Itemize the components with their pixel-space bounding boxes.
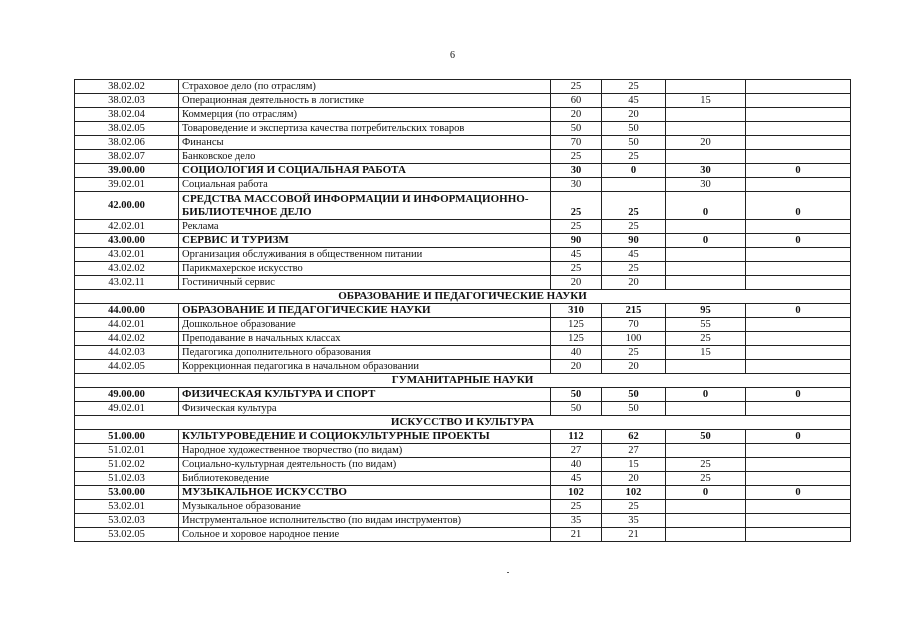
paid-cell xyxy=(666,276,746,290)
total-cell: 30 xyxy=(551,178,602,192)
specialty-code-cell: 49.00.00 xyxy=(75,388,179,402)
specialty-code-cell: 43.02.02 xyxy=(75,262,179,276)
specialty-name-cell: Библиотековедение xyxy=(179,472,551,486)
paid-cell: 30 xyxy=(666,178,746,192)
extra-cell xyxy=(746,150,851,164)
table-body xyxy=(75,80,851,542)
specialty-code-cell: 51.00.00 xyxy=(75,430,179,444)
section-title: ОБРАЗОВАНИЕ И ПЕДАГОГИЧЕСКИЕ НАУКИ xyxy=(75,290,851,304)
table-row xyxy=(75,444,851,458)
table-row xyxy=(75,458,851,472)
budget-cell: 50 xyxy=(602,122,666,136)
paid-cell xyxy=(666,220,746,234)
table-row xyxy=(75,360,851,374)
extra-cell: 0 xyxy=(746,388,851,402)
specialty-code-cell: 51.02.03 xyxy=(75,472,179,486)
extra-cell xyxy=(746,108,851,122)
section-header-row xyxy=(75,416,851,430)
table-row xyxy=(75,178,851,192)
budget-cell: 21 xyxy=(602,528,666,542)
paid-cell xyxy=(666,262,746,276)
budget-cell: 25 xyxy=(602,80,666,94)
table-row xyxy=(75,528,851,542)
table-row xyxy=(75,262,851,276)
paid-cell xyxy=(666,444,746,458)
paid-cell: 25 xyxy=(666,332,746,346)
table-row xyxy=(75,472,851,486)
table-row xyxy=(75,94,851,108)
total-cell: 90 xyxy=(551,234,602,248)
specialty-name-cell: Социальная работа xyxy=(179,178,551,192)
budget-cell: 20 xyxy=(602,276,666,290)
total-cell: 25 xyxy=(551,500,602,514)
table-row xyxy=(75,248,851,262)
total-cell: 25 xyxy=(551,192,602,220)
budget-cell: 25 xyxy=(602,150,666,164)
extra-cell xyxy=(746,402,851,416)
section-title: ГУМАНИТАРНЫЕ НАУКИ xyxy=(75,374,851,388)
specialty-name-cell: Финансы xyxy=(179,136,551,150)
specialty-code-cell: 53.00.00 xyxy=(75,486,179,500)
table-row xyxy=(75,108,851,122)
extra-cell xyxy=(746,514,851,528)
specialty-name-cell: Реклама xyxy=(179,220,551,234)
specialty-name-cell: Дошкольное образование xyxy=(179,318,551,332)
paid-cell: 0 xyxy=(666,234,746,248)
extra-cell xyxy=(746,220,851,234)
paid-cell xyxy=(666,514,746,528)
specialty-code-cell: 53.02.03 xyxy=(75,514,179,528)
total-cell: 60 xyxy=(551,94,602,108)
specialty-name-cell: Парикмахерское искусство xyxy=(179,262,551,276)
table-row xyxy=(75,276,851,290)
specialty-code-cell: 38.02.03 xyxy=(75,94,179,108)
specialty-name-cell: Организация обслуживания в общественном питании xyxy=(179,248,551,262)
total-cell: 310 xyxy=(551,304,602,318)
paid-cell: 15 xyxy=(666,346,746,360)
total-cell: 50 xyxy=(551,388,602,402)
budget-cell: 215 xyxy=(602,304,666,318)
specialty-code-cell: 38.02.02 xyxy=(75,80,179,94)
specialty-name-cell: Педагогика дополнительного образования xyxy=(179,346,551,360)
total-cell: 25 xyxy=(551,80,602,94)
total-cell: 50 xyxy=(551,122,602,136)
budget-cell: 0 xyxy=(602,164,666,178)
extra-cell xyxy=(746,94,851,108)
specialty-code-cell: 44.00.00 xyxy=(75,304,179,318)
specialty-name-cell: Гостиничный сервис xyxy=(179,276,551,290)
section-title: ИСКУССТВО И КУЛЬТУРА xyxy=(75,416,851,430)
group-row xyxy=(75,164,851,178)
specialty-code-cell: 39.02.01 xyxy=(75,178,179,192)
extra-cell: 0 xyxy=(746,164,851,178)
paid-cell xyxy=(666,150,746,164)
budget-cell: 25 xyxy=(602,346,666,360)
total-cell: 20 xyxy=(551,276,602,290)
group-row xyxy=(75,234,851,248)
specialty-name-cell: Физическая культура xyxy=(179,402,551,416)
specialty-name-cell: ОБРАЗОВАНИЕ И ПЕДАГОГИЧЕСКИЕ НАУКИ xyxy=(179,304,551,318)
budget-cell: 27 xyxy=(602,444,666,458)
specialty-name-cell: Операционная деятельность в логистике xyxy=(179,94,551,108)
specialty-name-cell: Музыкальное образование xyxy=(179,500,551,514)
budget-cell: 25 xyxy=(602,500,666,514)
extra-cell: 0 xyxy=(746,192,851,220)
extra-cell: 0 xyxy=(746,304,851,318)
group-row xyxy=(75,388,851,402)
budget-cell: 25 xyxy=(602,262,666,276)
total-cell: 112 xyxy=(551,430,602,444)
specialty-code-cell: 38.02.06 xyxy=(75,136,179,150)
extra-cell xyxy=(746,472,851,486)
total-cell: 45 xyxy=(551,248,602,262)
total-cell: 27 xyxy=(551,444,602,458)
budget-cell: 50 xyxy=(602,388,666,402)
extra-cell: 0 xyxy=(746,234,851,248)
table-row xyxy=(75,500,851,514)
specialty-name-cell: Товароведение и экспертиза качества потребительских товаров xyxy=(179,122,551,136)
table-row xyxy=(75,122,851,136)
budget-cell: 50 xyxy=(602,136,666,150)
paid-cell xyxy=(666,248,746,262)
specialty-name-cell: Инструментальное исполнительство (по видам инструментов) xyxy=(179,514,551,528)
specialty-code-cell: 49.02.01 xyxy=(75,402,179,416)
specialty-name-cell: Коммерция (по отраслям) xyxy=(179,108,551,122)
budget-cell: 90 xyxy=(602,234,666,248)
extra-cell xyxy=(746,80,851,94)
specialty-name-cell: Коррекционная педагогика в начальном образовании xyxy=(179,360,551,374)
specialty-code-cell: 51.02.02 xyxy=(75,458,179,472)
table-row xyxy=(75,402,851,416)
total-cell: 70 xyxy=(551,136,602,150)
specialty-code-cell: 44.02.05 xyxy=(75,360,179,374)
extra-cell: 0 xyxy=(746,430,851,444)
paid-cell: 0 xyxy=(666,388,746,402)
total-cell: 25 xyxy=(551,150,602,164)
specialty-code-cell: 51.02.01 xyxy=(75,444,179,458)
admission-plan-table xyxy=(74,79,851,542)
budget-cell: 45 xyxy=(602,248,666,262)
total-cell: 45 xyxy=(551,472,602,486)
total-cell: 25 xyxy=(551,220,602,234)
budget-cell: 70 xyxy=(602,318,666,332)
specialty-name-cell: Страховое дело (по отраслям) xyxy=(179,80,551,94)
extra-cell xyxy=(746,248,851,262)
extra-cell xyxy=(746,276,851,290)
specialty-name-cell: Социально-культурная деятельность (по видам) xyxy=(179,458,551,472)
extra-cell xyxy=(746,458,851,472)
paid-cell: 0 xyxy=(666,192,746,220)
paid-cell: 30 xyxy=(666,164,746,178)
extra-cell xyxy=(746,178,851,192)
scan-dot xyxy=(507,572,509,573)
paid-cell: 0 xyxy=(666,486,746,500)
specialty-name-cell: Сольное и хоровое народное пение xyxy=(179,528,551,542)
paid-cell: 15 xyxy=(666,94,746,108)
page-number: 6 xyxy=(450,50,455,61)
paid-cell: 25 xyxy=(666,472,746,486)
total-cell: 20 xyxy=(551,360,602,374)
specialty-code-cell: 43.00.00 xyxy=(75,234,179,248)
extra-cell xyxy=(746,262,851,276)
group-row xyxy=(75,304,851,318)
extra-cell xyxy=(746,136,851,150)
specialty-code-cell: 42.00.00 xyxy=(75,192,179,220)
budget-cell: 20 xyxy=(602,472,666,486)
section-header-row xyxy=(75,374,851,388)
paid-cell xyxy=(666,122,746,136)
table-row xyxy=(75,136,851,150)
extra-cell xyxy=(746,122,851,136)
group-row xyxy=(75,486,851,500)
specialty-name-cell: СЕРВИС И ТУРИЗМ xyxy=(179,234,551,248)
budget-cell: 25 xyxy=(602,220,666,234)
specialty-code-cell: 38.02.04 xyxy=(75,108,179,122)
table-row xyxy=(75,346,851,360)
paid-cell: 50 xyxy=(666,430,746,444)
specialty-name-cell: КУЛЬТУРОВЕДЕНИЕ И СОЦИОКУЛЬТУРНЫЕ ПРОЕКТЫ xyxy=(179,430,551,444)
extra-cell: 0 xyxy=(746,486,851,500)
specialty-name-cell: Банковское дело xyxy=(179,150,551,164)
specialty-name-cell: СРЕДСТВА МАССОВОЙ ИНФОРМАЦИИ И ИНФОРМАЦИОННО-БИБЛИОТЕЧНОЕ ДЕЛО xyxy=(179,192,551,220)
paid-cell xyxy=(666,108,746,122)
budget-cell: 35 xyxy=(602,514,666,528)
table-row xyxy=(75,318,851,332)
budget-cell: 20 xyxy=(602,360,666,374)
budget-cell: 102 xyxy=(602,486,666,500)
total-cell: 35 xyxy=(551,514,602,528)
specialty-code-cell: 44.02.03 xyxy=(75,346,179,360)
group-row xyxy=(75,430,851,444)
specialty-name-cell: Народное художественное творчество (по видам) xyxy=(179,444,551,458)
specialty-name-cell: Преподавание в начальных классах xyxy=(179,332,551,346)
extra-cell xyxy=(746,500,851,514)
budget-cell: 45 xyxy=(602,94,666,108)
paid-cell xyxy=(666,500,746,514)
extra-cell xyxy=(746,332,851,346)
paid-cell xyxy=(666,360,746,374)
specialty-code-cell: 39.00.00 xyxy=(75,164,179,178)
specialty-code-cell: 38.02.05 xyxy=(75,122,179,136)
budget-cell: 62 xyxy=(602,430,666,444)
paid-cell: 20 xyxy=(666,136,746,150)
extra-cell xyxy=(746,318,851,332)
extra-cell xyxy=(746,528,851,542)
total-cell: 25 xyxy=(551,262,602,276)
table-row xyxy=(75,220,851,234)
budget-cell: 25 xyxy=(602,192,666,220)
extra-cell xyxy=(746,444,851,458)
section-header-row xyxy=(75,290,851,304)
group-row xyxy=(75,192,851,220)
paid-cell: 25 xyxy=(666,458,746,472)
specialty-name-cell: СОЦИОЛОГИЯ И СОЦИАЛЬНАЯ РАБОТА xyxy=(179,164,551,178)
budget-cell: 15 xyxy=(602,458,666,472)
specialty-code-cell: 42.02.01 xyxy=(75,220,179,234)
total-cell: 40 xyxy=(551,458,602,472)
total-cell: 102 xyxy=(551,486,602,500)
specialty-code-cell: 53.02.01 xyxy=(75,500,179,514)
total-cell: 20 xyxy=(551,108,602,122)
extra-cell xyxy=(746,360,851,374)
budget-cell: 100 xyxy=(602,332,666,346)
table-row xyxy=(75,514,851,528)
specialty-code-cell: 38.02.07 xyxy=(75,150,179,164)
specialty-code-cell: 53.02.05 xyxy=(75,528,179,542)
total-cell: 125 xyxy=(551,332,602,346)
extra-cell xyxy=(746,346,851,360)
budget-cell: 50 xyxy=(602,402,666,416)
total-cell: 30 xyxy=(551,164,602,178)
paid-cell xyxy=(666,80,746,94)
specialty-code-cell: 44.02.01 xyxy=(75,318,179,332)
total-cell: 50 xyxy=(551,402,602,416)
total-cell: 125 xyxy=(551,318,602,332)
table-row xyxy=(75,150,851,164)
specialty-code-cell: 43.02.11 xyxy=(75,276,179,290)
paid-cell xyxy=(666,528,746,542)
paid-cell: 55 xyxy=(666,318,746,332)
total-cell: 21 xyxy=(551,528,602,542)
table-row xyxy=(75,80,851,94)
specialty-code-cell: 44.02.02 xyxy=(75,332,179,346)
specialty-name-cell: ФИЗИЧЕСКАЯ КУЛЬТУРА И СПОРТ xyxy=(179,388,551,402)
paid-cell: 95 xyxy=(666,304,746,318)
table-row xyxy=(75,332,851,346)
paid-cell xyxy=(666,402,746,416)
specialty-code-cell: 43.02.01 xyxy=(75,248,179,262)
specialty-name-cell: МУЗЫКАЛЬНОЕ ИСКУССТВО xyxy=(179,486,551,500)
total-cell: 40 xyxy=(551,346,602,360)
budget-cell xyxy=(602,178,666,192)
budget-cell: 20 xyxy=(602,108,666,122)
